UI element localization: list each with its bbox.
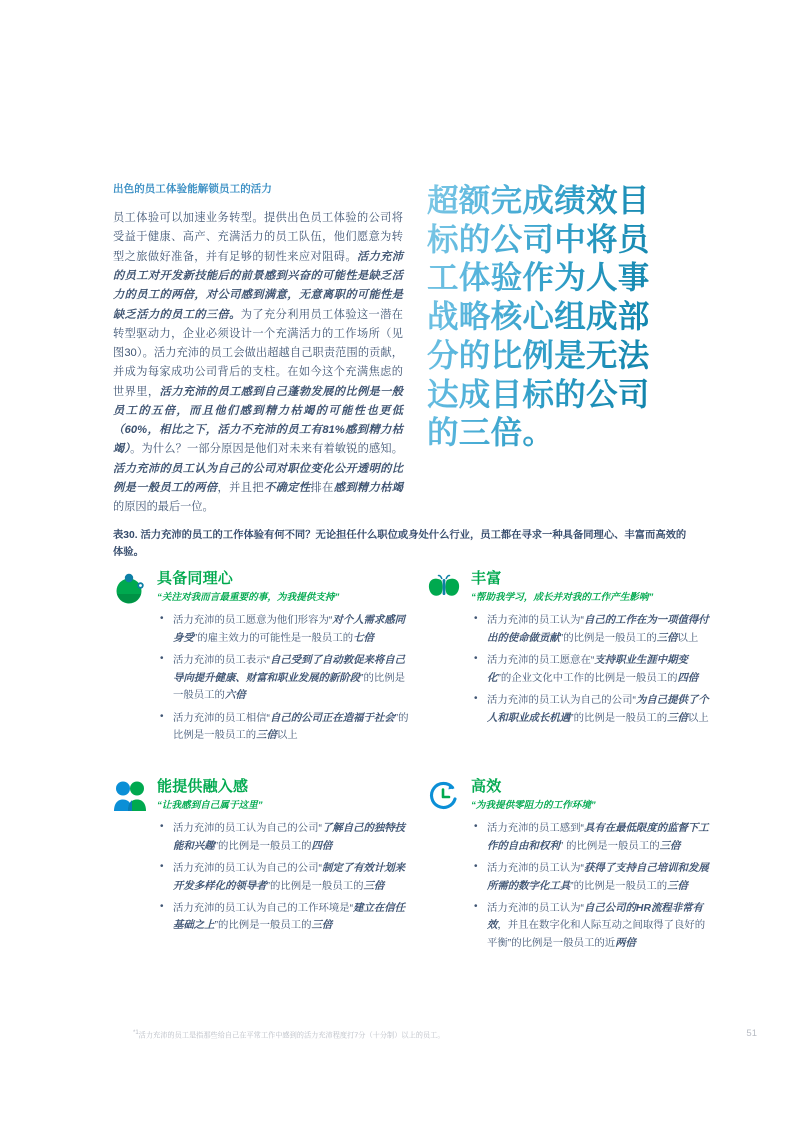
two-people-icon bbox=[113, 780, 147, 814]
quadrant-bullet-list bbox=[471, 612, 712, 727]
list-item: • 活力充沛的员工愿意为他们形容为“对个人需求感同身受”的雇主效力的可能性是一般员工的七倍 bbox=[171, 612, 413, 647]
footnote bbox=[133, 1029, 673, 1041]
quadrant-title: 高效 bbox=[471, 777, 502, 795]
intro-text-column bbox=[113, 182, 403, 517]
pullquote-column bbox=[427, 182, 680, 453]
quadrant-bullet-list bbox=[157, 612, 413, 744]
quadrant-subtitle: “帮助我学习，成长并对我的工作产生影响” bbox=[471, 592, 654, 603]
butterfly-icon bbox=[427, 572, 461, 606]
quadrant-subtitle: “关注对我而言最重要的事，为我提供支持” bbox=[157, 592, 340, 603]
page-number: 51 bbox=[746, 1028, 757, 1039]
quadrant-bullet-list bbox=[157, 820, 413, 935]
quadrant-belonging bbox=[113, 778, 413, 958]
quadrant-bullet-list bbox=[471, 820, 712, 952]
quadrant-enriching bbox=[427, 570, 712, 750]
quadrant-empathy bbox=[113, 570, 413, 750]
list-item: • 活力充沛的员工认为自己的公司“了解自己的独特技能和兴趣”的比例是一般员工的四倍 bbox=[171, 820, 413, 855]
list-item: • 活力充沛的员工认为自己的公司“制定了有效计划来开发多样化的领导者”的比例是一般员工的三倍 bbox=[171, 860, 413, 895]
quadrant-title: 具备同理心 bbox=[157, 570, 234, 587]
empathy-avatar-icon bbox=[113, 572, 147, 606]
table-caption: 表30. 活力充沛的员工的工作体验有何不同？无论担任什么职位或身处什么行业，员工都在寻求一种具备同理心、丰富而高效的体验。 bbox=[113, 530, 687, 559]
clock-arrow-icon bbox=[427, 780, 461, 814]
list-item: • 活力充沛的员工认为自己的公司“为自己提供了个人和职业成长机遇”的比例是一般员工的三倍以上 bbox=[485, 692, 712, 727]
intro-block bbox=[113, 182, 680, 517]
experience-quadrants bbox=[113, 570, 709, 957]
list-item: • 活力充沛的员工相信“自己的公司正在造福于社会”的比例是一般员工的三倍以上 bbox=[171, 710, 413, 745]
quadrant-title: 丰富 bbox=[471, 570, 502, 587]
list-item: • 活力充沛的员工感到“具有在最低限度的监督下工作的自由和权利” 的比例是一般员工的三倍 bbox=[485, 820, 712, 855]
intro-paragraph: 员工体验可以加速业务转型。提供出色员工体验的公司将受益于健康、高产、充满活力的员工队伍，他们愿意为转型之旅做好准备，并有足够的韧性来应对阻碍。活力充沛的员工对开发新技能后的前景感到兴奋的可能性是缺乏活力的员工的两倍，对公司感到满意，无意离职的可能性是缺乏活力的员工的三倍。为了充分利用员工体验这一潜在转型驱动力，企业必须设计一个充满活力的工作场所（见图30）。活力充沛的员工会做出超越自己职责范围的贡献，并成为每家成功公司背后的支柱。在如今这个充满焦虑的世界里，活力充沛的员工感到自己蓬勃发展的比例是一般员工的五倍，而且他们感到精力枯竭的可能性也更低（60%，相比之下，活力不充沛的员工有81%感到精力枯竭）。为什么？一部分原因是他们对未来有着敏锐的感知。活力充沛的员工认为自己的公司对职位变化公开透明的比例是一般员工的两倍，并且把不确定性排在感到精力枯竭的原因的最后一位。 bbox=[113, 212, 403, 514]
list-item: • 活力充沛的员工认为“自己公司的HR流程非常有效，并且在数字化和人际互动之间取得了良好的平衡”的比例是一般员工的近两倍 bbox=[485, 900, 712, 952]
list-item: • 活力充沛的员工认为自己的工作环境是“建立在信任基础之上”的比例是一般员工的三倍 bbox=[171, 900, 413, 935]
list-item: • 活力充沛的员工愿意在“支持职业生涯中期变化”的企业文化中工作的比例是一般员工的四倍 bbox=[485, 652, 712, 687]
list-item: • 活力充沛的员工表示“自己受到了自动敦促来将自己导向提升健康、财富和职业发展的新阶段”的比例是一般员工的六倍 bbox=[171, 652, 413, 704]
footnote-text: 活力充沛的员工是指那些给自己在平常工作中感到的活力充沛程度打7分（十分制）以上的员工。 bbox=[138, 1030, 445, 1040]
quadrant-subtitle: “让我感到自己属于这里” bbox=[157, 799, 263, 811]
list-item: • 活力充沛的员工认为“获得了支持自己培训和发展所需的数字化工具”的比例是一般员工的三倍 bbox=[485, 860, 712, 895]
pullquote-headline: 超额完成绩效目标的公司中将员工体验作为人事战略核心组成部分的比例是无法达成目标的公司的三倍。 bbox=[427, 182, 680, 453]
section-kicker: 出色的员工体验能解锁员工的活力 bbox=[113, 183, 272, 195]
quadrant-subtitle: “为我提供零阻力的工作环境” bbox=[471, 799, 596, 811]
quadrant-efficient bbox=[427, 778, 712, 958]
list-item: • 活力充沛的员工认为“自己的工作在为一项值得付出的使命做贡献”的比例是一般员工的三倍以上 bbox=[485, 612, 712, 647]
quadrant-title: 能提供融入感 bbox=[157, 777, 249, 795]
footnote-marker: *1 bbox=[133, 1030, 139, 1036]
